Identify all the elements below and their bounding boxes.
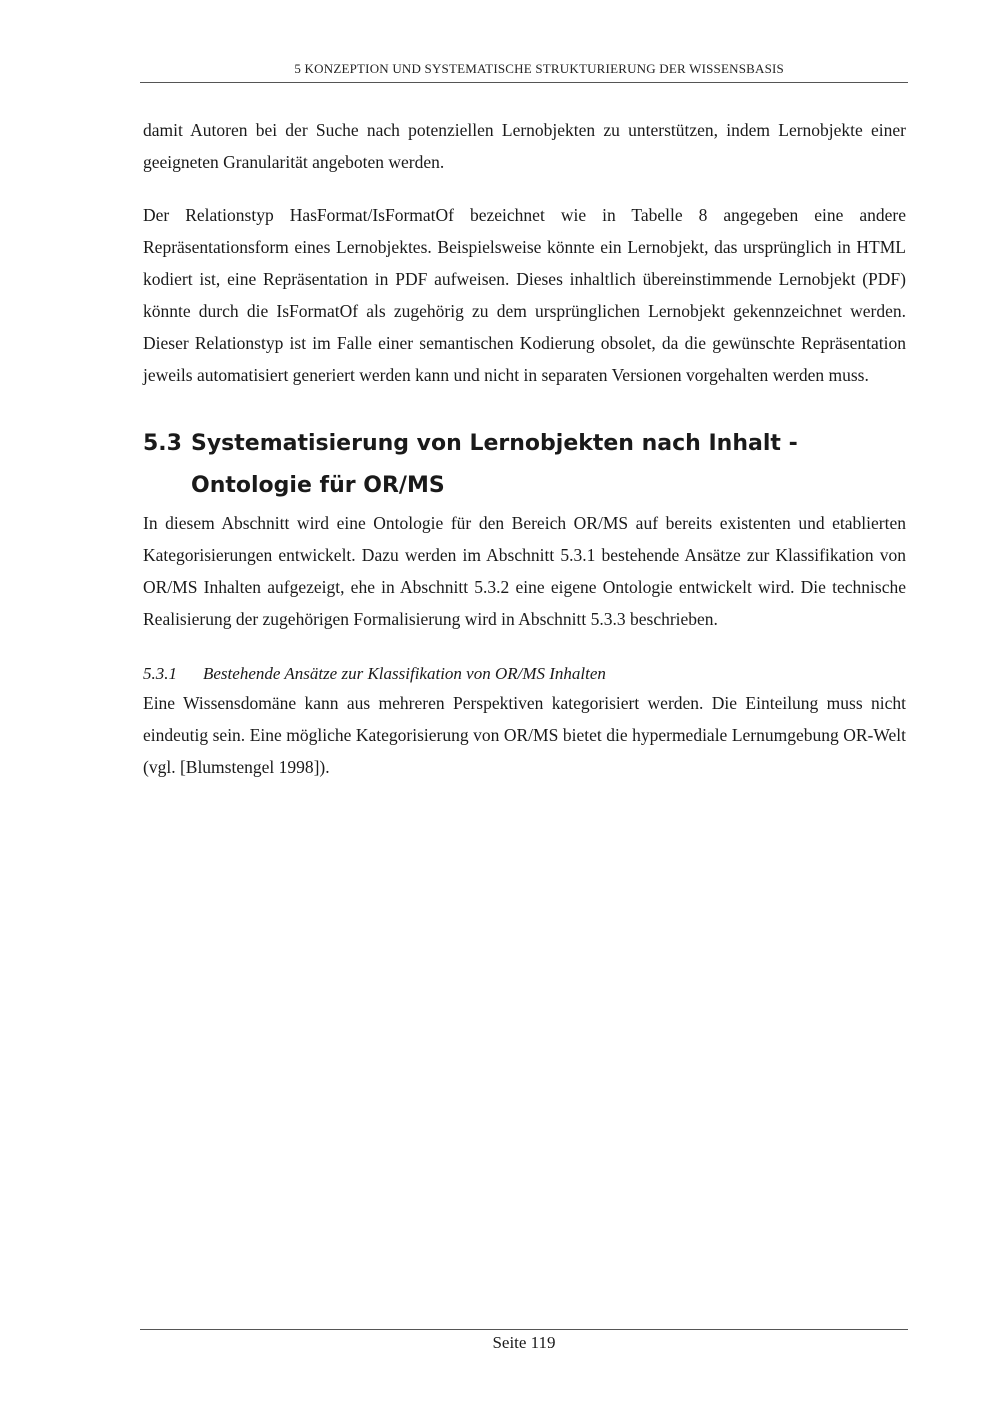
- page-number: Seite 119: [492, 1333, 556, 1352]
- paragraph-subsection-intro: Eine Wissensdomäne kann aus mehreren Perspektiven kategorisiert werden. Die Einteilung muss nicht eindeutig sein. Eine mögliche Kategorisierung von OR/MS bietet die hypermediale Lernumgebung OR-Welt (vgl. [Blumstengel 1998]).: [143, 693, 906, 777]
- section-heading: [143, 423, 906, 507]
- subsection-heading: [143, 661, 906, 687]
- running-header: 5 KONZEPTION UND SYSTEMATISCHE STRUKTURIERUNG DER WISSENSBASIS: [294, 61, 784, 76]
- paragraph-relationstyp: Der Relationstyp HasFormat/IsFormatOf bezeichnet wie in Tabelle 8 angegeben eine andere Repräsentationsform eines Lernobjektes. Beispielsweise könnte ein Lernobjekt, das ursprünglich in HTML kodiert ist, eine Repräsentation in PDF aufweisen. Dieses inhaltlich übereinstimmende Lernobjekt (PDF) könnte durch die IsFormatOf als zugehörig zu dem ursprünglichen Lernobjekt gekennzeichnet werden. Dieser Relationstyp ist im Falle einer semantischen Kodierung obsolet, da die gewünschte Repräsentation jeweils automatisiert generiert werden kann und nicht in separaten Versionen vorgehalten werden muss.: [143, 205, 906, 385]
- paragraph-section-intro: In diesem Abschnitt wird eine Ontologie für den Bereich OR/MS auf bereits existenten und etablierten Kategorisierungen entwickelt. Dazu werden im Abschnitt 5.3.1 bestehende Ansätze zur Klassifikation von OR/MS Inhalten aufgezeigt, ehe in Abschnitt 5.3.2 eine eigene Ontologie entwickelt wird. Die technische Realisierung der zugehörigen Formalisierung wird in Abschnitt 5.3.3 beschrieben.: [143, 513, 906, 629]
- footer-divider: [140, 1329, 908, 1330]
- subsection-title: Bestehende Ansätze zur Klassifikation von OR/MS Inhalten: [203, 664, 606, 683]
- page-body: [143, 114, 906, 783]
- paragraph-continuation: damit Autoren bei der Suche nach potenziellen Lernobjekten zu unterstützen, indem Lernobjekte einer geeigneten Granularität angeboten werden.: [143, 120, 906, 172]
- section-number: 5.3: [143, 431, 182, 456]
- section-title: Systematisierung von Lernobjekten nach Inhalt - Ontologie für OR/MS: [191, 431, 798, 498]
- subsection-number: 5.3.1: [143, 664, 177, 683]
- header-divider: [140, 82, 908, 83]
